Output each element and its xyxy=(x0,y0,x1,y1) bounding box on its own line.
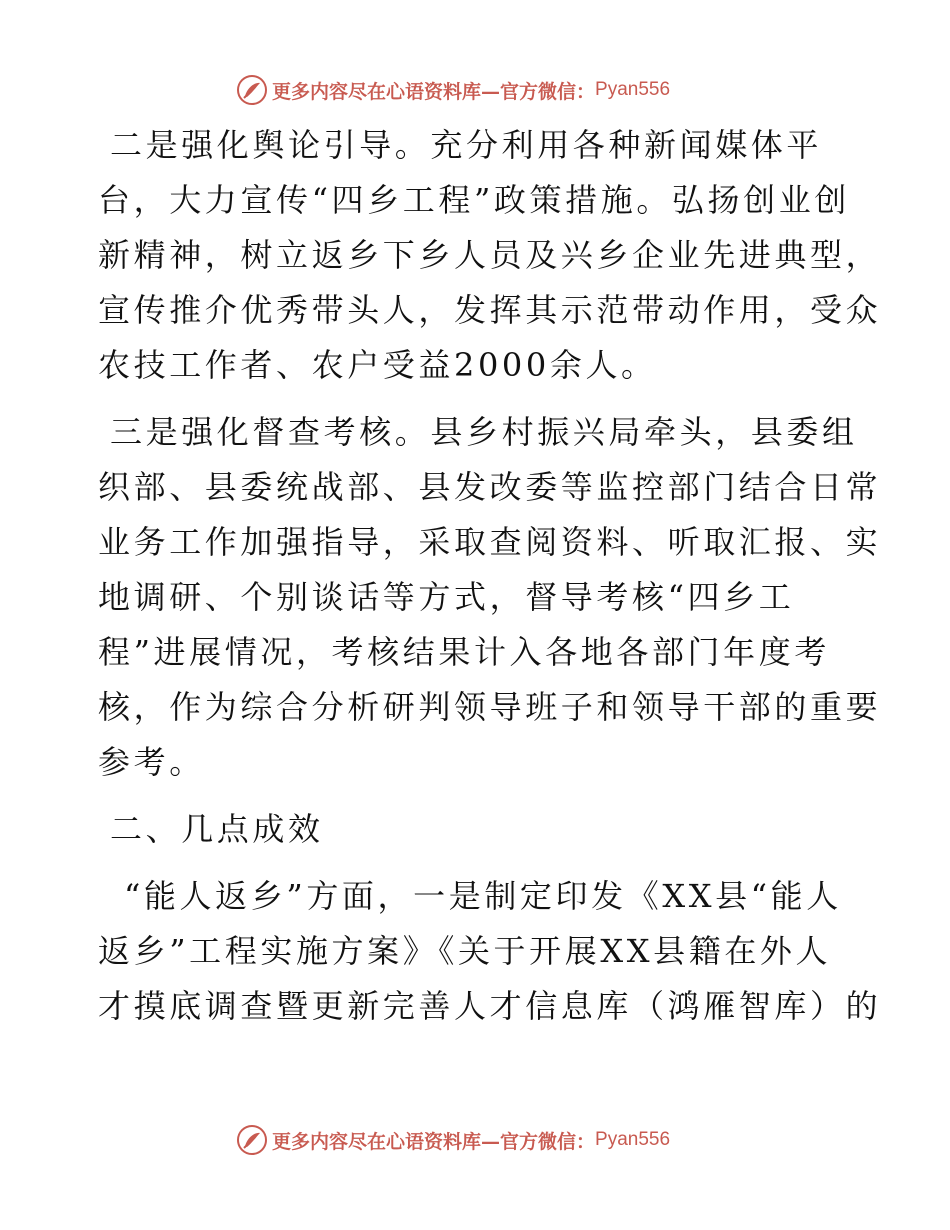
section-heading xyxy=(98,802,858,857)
text-line: 业务工作加强指导，采取查阅资料、听取汇报、实 xyxy=(98,523,882,561)
watermark-footer xyxy=(236,1124,670,1156)
watermark-header xyxy=(236,74,670,106)
paragraph-public-opinion xyxy=(98,118,882,393)
watermark-brand-text: 更多内容尽在心语资料库—官方微信： xyxy=(272,80,596,103)
text-line: 二是强化舆论引导。充分利用各种新闻媒体平 xyxy=(110,126,823,164)
brand-logo-icon xyxy=(236,74,268,106)
text-line: 织部、县委统战部、县发改委等监控部门结合日常 xyxy=(98,468,882,506)
heading-text: 二、几点成效 xyxy=(110,810,324,848)
text-line: 三是强化督查考核。县乡村振兴局牵头，县委组 xyxy=(110,413,858,451)
text-line: 才摸底调查暨更新完善人才信息库（鸿雁智库）的 xyxy=(98,987,882,1025)
text-line: 新精神，树立返乡下乡人员及兴乡企业先进典型， xyxy=(98,236,882,274)
paragraph-supervision xyxy=(98,405,882,790)
text-line: 台，大力宣传“四乡工程”政策措施。弘扬创业创 xyxy=(98,181,850,219)
text-line: “能人返乡”方面，一是制定印发《XX县“能人 xyxy=(124,877,842,915)
watermark-contact-id: Pyan556 xyxy=(595,1129,671,1150)
text-line: 核，作为综合分析研判领导班子和领导干部的重要 xyxy=(98,688,882,726)
text-line: 宣传推介优秀带头人，发挥其示范带动作用，受众 xyxy=(98,291,882,329)
watermark-contact-id: Pyan556 xyxy=(595,79,671,100)
watermark-brand-text: 更多内容尽在心语资料库—官方微信： xyxy=(272,1130,596,1153)
paragraph-talent-return xyxy=(98,869,882,1034)
text-line: 返乡”工程实施方案》《关于开展XX县籍在外人 xyxy=(98,932,832,970)
document-body xyxy=(98,118,882,1034)
text-line: 程”进展情况，考核结果计入各地各部门年度考 xyxy=(98,633,830,671)
brand-logo-icon xyxy=(236,1124,268,1156)
text-line: 农技工作者、农户受益2000余人。 xyxy=(98,346,657,384)
text-line: 地调研、个别谈话等方式，督导考核“四乡工 xyxy=(98,578,795,616)
text-line: 参考。 xyxy=(98,743,205,781)
